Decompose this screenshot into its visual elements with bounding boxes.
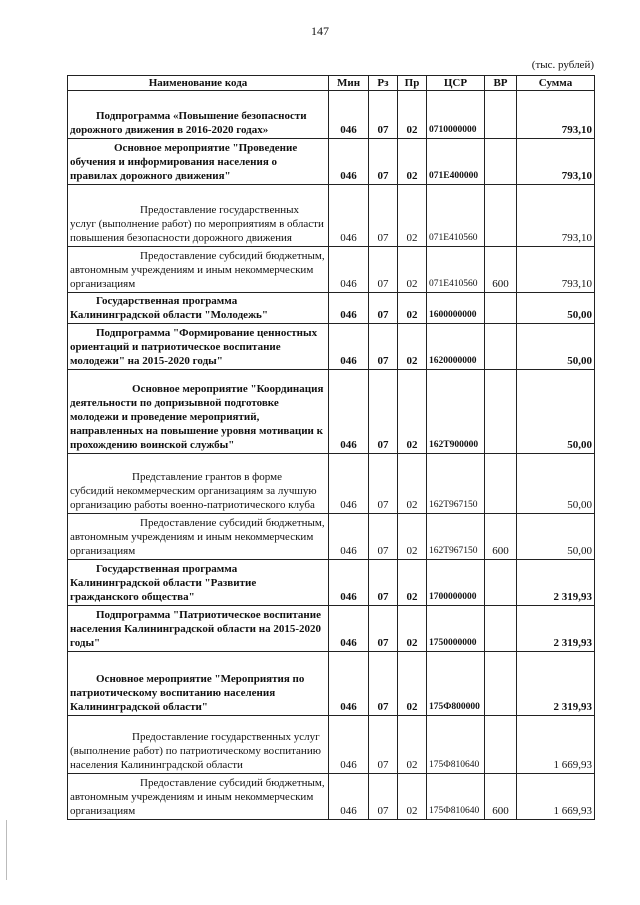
row-sum: 2 319,93: [517, 606, 595, 652]
row-name: Подпрограмма "Формирование ценностных ориентаций и патриотическое воспитание молодежи" на 2015-2020 годы": [68, 324, 329, 370]
row-name: Основное мероприятие "Проведение обучения и информирования населения о правилах дорожного движения": [68, 139, 329, 185]
row-sum: 50,00: [517, 324, 595, 370]
row-name: Основное мероприятие "Координация деятельности по допризывной подготовке молодежи и проведение мероприятий, направленных на повышение уровня мотивации к прохождению воинской службы": [68, 370, 329, 454]
row-rz: 07: [369, 91, 398, 139]
row-sum: 793,10: [517, 185, 595, 247]
row-name: Подпрограмма «Повышение безопасности дорожного движения в 2016-2020 годах»: [68, 91, 329, 139]
row-pr: 02: [398, 716, 427, 774]
table-row: [68, 247, 595, 293]
row-vr: [485, 185, 517, 247]
row-csr: 071Е400000: [427, 139, 485, 185]
row-name: Представление грантов в форме субсидий некоммерческим организациям за лучшую организацию работы военно-патриотического клуба: [68, 454, 329, 514]
row-sum: 50,00: [517, 514, 595, 560]
row-rz: 07: [369, 324, 398, 370]
row-csr: 175Ф810640: [427, 774, 485, 820]
row-vr: [485, 91, 517, 139]
row-pr: 02: [398, 91, 427, 139]
row-min: 046: [329, 652, 369, 716]
row-rz: 07: [369, 247, 398, 293]
row-vr: [485, 293, 517, 324]
table-row: [68, 514, 595, 560]
table-header-row: [68, 76, 595, 91]
header-vr: ВР: [485, 76, 517, 91]
row-sum: 793,10: [517, 247, 595, 293]
row-name: Предоставление государственных услуг (выполнение работ) по патриотическому воспитанию населения Калининградской области: [68, 716, 329, 774]
row-rz: 07: [369, 370, 398, 454]
row-sum: 1 669,93: [517, 774, 595, 820]
row-csr: 071Е410560: [427, 185, 485, 247]
row-name: Предоставление государственных услуг (выполнение работ) по мероприятиям в области повышения безопасности дорожного движения: [68, 185, 329, 247]
table-row: [68, 91, 595, 139]
row-name: Основное мероприятие "Мероприятия по патриотическому воспитанию населения Калининградской области": [68, 652, 329, 716]
row-csr: 162Т900000: [427, 370, 485, 454]
row-rz: 07: [369, 139, 398, 185]
row-pr: 02: [398, 606, 427, 652]
table-row: [68, 652, 595, 716]
row-csr: 175Ф810640: [427, 716, 485, 774]
row-vr: [485, 560, 517, 606]
row-sum: 2 319,93: [517, 560, 595, 606]
row-name: Предоставление субсидий бюджетным, автономным учреждениям и иным некоммерческим организациям: [68, 774, 329, 820]
row-vr: 600: [485, 774, 517, 820]
row-min: 046: [329, 560, 369, 606]
row-csr: 175Ф800000: [427, 652, 485, 716]
row-vr: 600: [485, 514, 517, 560]
table-row: [68, 560, 595, 606]
row-rz: 07: [369, 606, 398, 652]
row-name: Государственная программа Калининградской области "Молодежь": [68, 293, 329, 324]
row-min: 046: [329, 324, 369, 370]
row-pr: 02: [398, 514, 427, 560]
table-row: [68, 324, 595, 370]
row-vr: [485, 716, 517, 774]
row-min: 046: [329, 370, 369, 454]
header-min: Мин: [329, 76, 369, 91]
table-row: [68, 774, 595, 820]
row-csr: 1620000000: [427, 324, 485, 370]
row-vr: [485, 370, 517, 454]
row-rz: 07: [369, 774, 398, 820]
row-sum: 50,00: [517, 454, 595, 514]
header-pr: Пр: [398, 76, 427, 91]
table-row: [68, 716, 595, 774]
row-min: 046: [329, 454, 369, 514]
header-rz: Рз: [369, 76, 398, 91]
row-pr: 02: [398, 774, 427, 820]
row-csr: 162Т967150: [427, 454, 485, 514]
table-row: [68, 370, 595, 454]
row-min: 046: [329, 514, 369, 560]
row-min: 046: [329, 139, 369, 185]
row-csr: 071Е410560: [427, 247, 485, 293]
row-min: 046: [329, 91, 369, 139]
row-name: Государственная программа Калининградской области "Развитие гражданского общества": [68, 560, 329, 606]
budget-table: [67, 75, 595, 820]
row-vr: [485, 606, 517, 652]
row-csr: 1750000000: [427, 606, 485, 652]
row-pr: 02: [398, 324, 427, 370]
table-row: [68, 185, 595, 247]
header-name: Наименование кода: [68, 76, 329, 91]
header-csr: ЦСР: [427, 76, 485, 91]
row-sum: 793,10: [517, 91, 595, 139]
unit-note: (тыс. рублей): [531, 59, 594, 71]
row-vr: 600: [485, 247, 517, 293]
row-pr: 02: [398, 370, 427, 454]
row-sum: 2 319,93: [517, 652, 595, 716]
row-csr: 1700000000: [427, 560, 485, 606]
row-sum: 50,00: [517, 370, 595, 454]
header-sum: Сумма: [517, 76, 595, 91]
row-pr: 02: [398, 293, 427, 324]
row-sum: 50,00: [517, 293, 595, 324]
row-csr: 162Т967150: [427, 514, 485, 560]
row-min: 046: [329, 774, 369, 820]
row-name: Предоставление субсидий бюджетным, автономным учреждениям и иным некоммерческим организациям: [68, 514, 329, 560]
row-pr: 02: [398, 247, 427, 293]
row-rz: 07: [369, 716, 398, 774]
row-csr: 0710000000: [427, 91, 485, 139]
row-vr: [485, 652, 517, 716]
row-min: 046: [329, 716, 369, 774]
row-vr: [485, 454, 517, 514]
row-sum: 793,10: [517, 139, 595, 185]
row-vr: [485, 139, 517, 185]
row-rz: 07: [369, 514, 398, 560]
row-min: 046: [329, 293, 369, 324]
row-rz: 07: [369, 652, 398, 716]
row-pr: 02: [398, 652, 427, 716]
row-sum: 1 669,93: [517, 716, 595, 774]
row-csr: 1600000000: [427, 293, 485, 324]
row-name: Подпрограмма "Патриотическое воспитание населения Калининградской области на 2015-2020 годы": [68, 606, 329, 652]
row-min: 046: [329, 185, 369, 247]
table-row: [68, 454, 595, 514]
row-vr: [485, 324, 517, 370]
page-number: 147: [311, 24, 329, 38]
row-name: Предоставление субсидий бюджетным, автономным учреждениям и иным некоммерческим организациям: [68, 247, 329, 293]
scan-margin-line: [6, 820, 7, 880]
row-pr: 02: [398, 560, 427, 606]
row-pr: 02: [398, 454, 427, 514]
row-min: 046: [329, 247, 369, 293]
row-rz: 07: [369, 454, 398, 514]
table-row: [68, 606, 595, 652]
row-pr: 02: [398, 185, 427, 247]
row-rz: 07: [369, 293, 398, 324]
row-rz: 07: [369, 560, 398, 606]
table-row: [68, 293, 595, 324]
row-min: 046: [329, 606, 369, 652]
row-pr: 02: [398, 139, 427, 185]
table-row: [68, 139, 595, 185]
row-rz: 07: [369, 185, 398, 247]
